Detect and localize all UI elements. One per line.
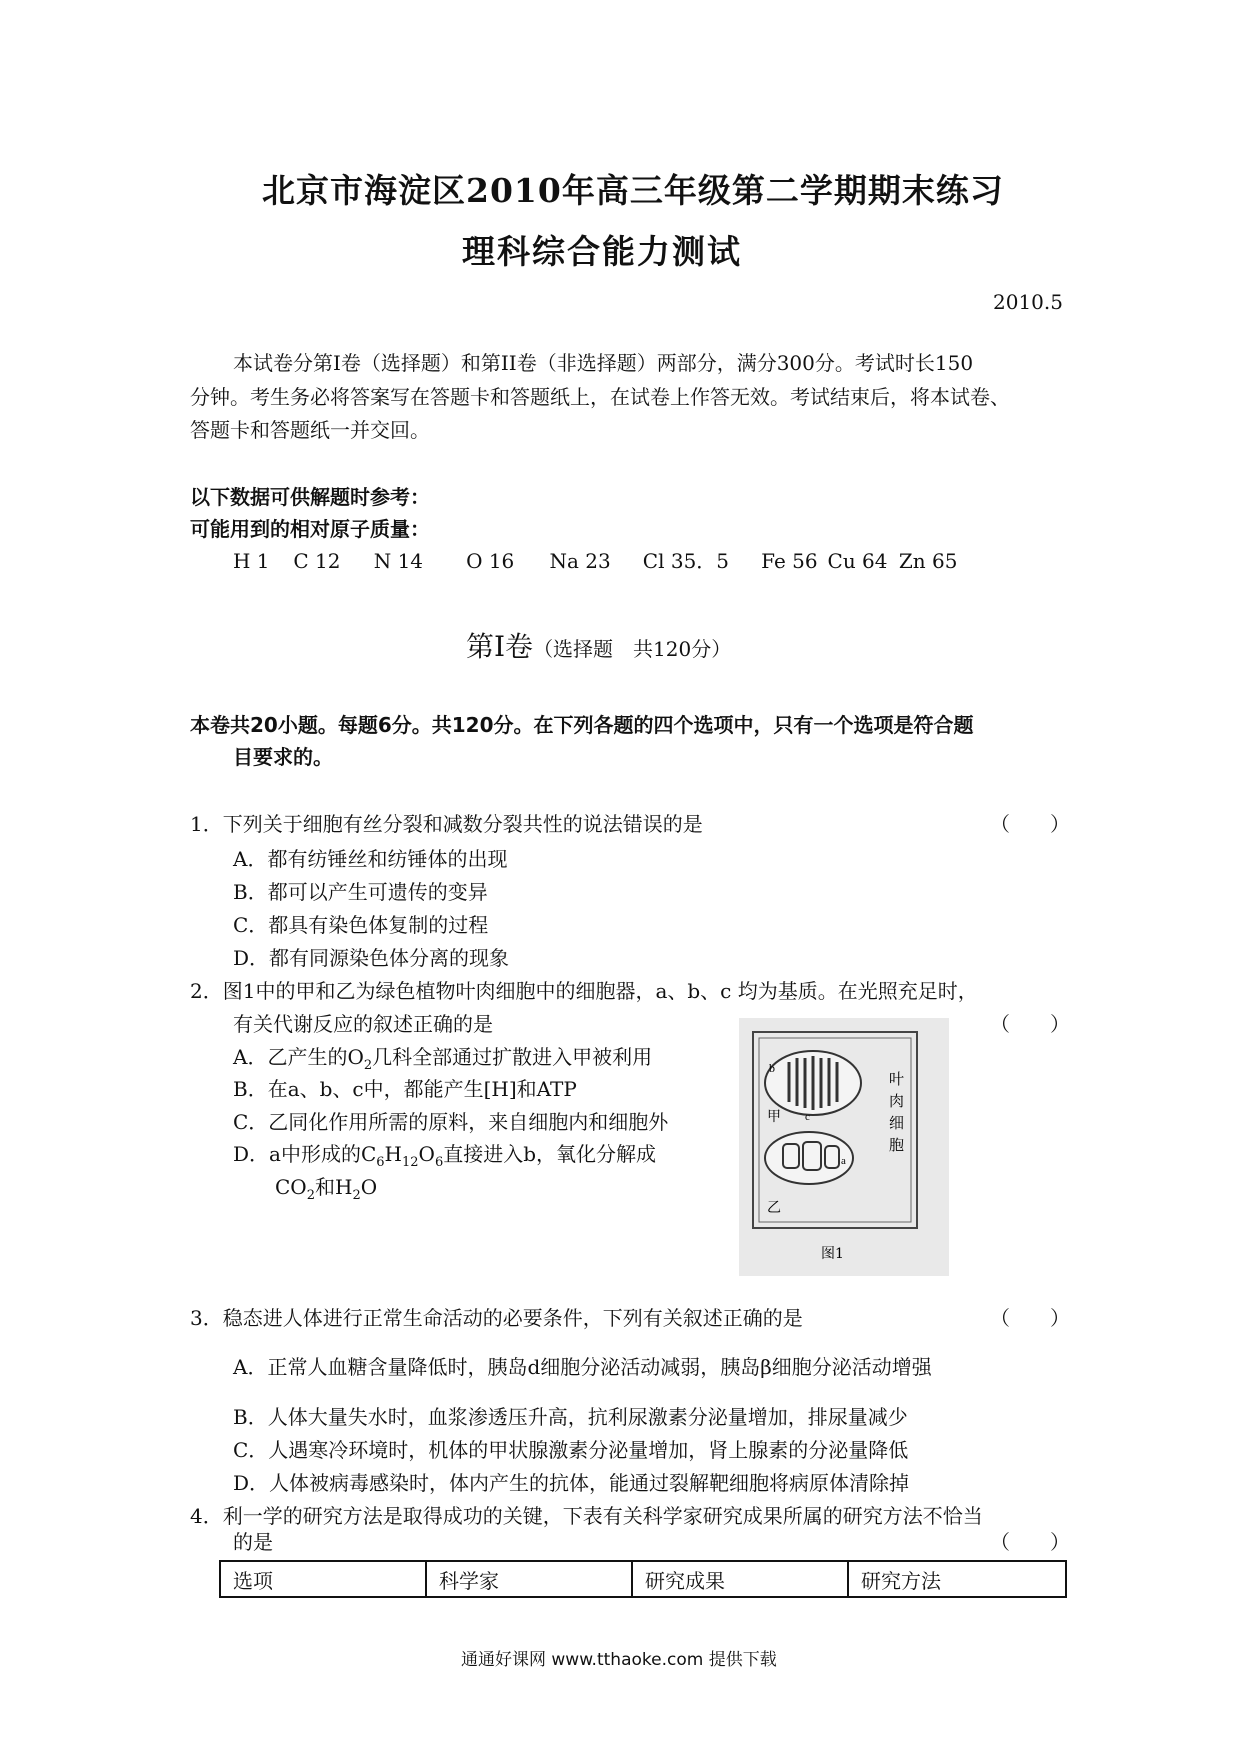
table-row [220,1561,1066,1597]
q1-option-c: C．都具有染色体复制的过程 [233,913,489,937]
table-header-cell: 科学家 [426,1561,632,1597]
q2-option-d2-part: CO [275,1175,307,1199]
q4-stem-2: 的是 [233,1530,273,1554]
figure-1-cell-diagram [739,1018,949,1276]
q2-option-a-pre: A．乙产生的O [233,1045,364,1069]
q2-option-d2-part: O [360,1175,378,1199]
q2-option-c: C．乙同化作用所需的原料，来自细胞内和细胞外 [233,1110,669,1134]
q2-option-d-part: D．a中形成的C [233,1142,377,1166]
q2-option-a-post: 几科全部通过扩散进入甲被利用 [372,1045,653,1069]
table-header-cell: 研究方法 [848,1561,1066,1597]
figure-side-label: 细 [889,1114,905,1132]
figure-label-a: a [841,1155,846,1167]
section-instruction-1: 本卷共20小题。每题6分。共120分。在下列各题的四个选项中，只有一个选项是符合题 [190,713,974,737]
mass-item: Zn 65 [898,549,958,573]
cell-diagram-svg [739,1018,949,1276]
exam-date: 2010.5 [993,290,1063,314]
mass-item: N 14 [373,549,424,573]
mass-item: H 1 [233,549,270,573]
page-subtitle: 理科综合能力测试 [462,232,742,271]
intro-line-1: 本试卷分第I卷（选择题）和第II卷（非选择题）两部分，满分300分。考试时长150 [233,351,974,375]
q4-answer-paren: （ ） [990,1530,1070,1554]
q3-option-d: D．人体被病毒感染时，体内产生的抗体，能通过裂解靶细胞将病原体清除掉 [233,1471,910,1495]
figure-label-b: b [769,1061,775,1075]
intro-line-3: 答题卡和答题纸一并交回。 [190,418,430,442]
q4-stem-1: 4．利一学的研究方法是取得成功的关键，下表有关科学家研究成果所属的研究方法不恰当 [190,1504,983,1528]
mass-item: Na 23 [549,549,611,573]
q2-option-d2-part: 和H [314,1175,353,1199]
q2-option-d-part: 直接进入b，氧化分解成 [443,1142,657,1166]
section-title [466,625,731,665]
q2-option-a-sub: 2 [363,1058,373,1073]
table-header-cell: 研究成果 [632,1561,848,1597]
q2-stem-1: 2．图1中的甲和乙为绿色植物叶肉细胞中的细胞器，a、b、c 均为基质。在光照充足时， [190,979,978,1003]
q3-option-a: A．正常人血糖含量降低时，胰岛d细胞分泌活动减弱，胰岛β细胞分泌活动增强 [233,1355,932,1379]
mass-item: Fe 56 [761,549,818,573]
table-header-cell: 选项 [220,1561,426,1597]
figure-side-label: 胞 [889,1136,905,1154]
q2-option-d2-sub: 2 [352,1188,361,1203]
q3-option-b: B．人体大量失水时，血浆渗透压升高，抗利尿激素分泌量增加，排尿量减少 [233,1405,908,1429]
q2-option-b: B．在a、b、c中，都能产生[H]和ATP [233,1077,577,1101]
q3-answer-paren: （ ） [990,1306,1070,1330]
q1-option-a: A．都有纺锤丝和纺锤体的出现 [233,847,508,871]
mass-item: O 16 [466,549,515,573]
q2-option-d-line2 [275,1171,377,1212]
q1-option-d: D．都有同源染色体分离的现象 [233,946,510,970]
atomic-mass-list [233,545,959,577]
mass-item: Cl 35．5 [642,549,730,573]
q2-option-d-part: H [384,1142,402,1166]
q2-answer-paren: （ ） [990,1012,1070,1036]
q2-option-d-part: O [418,1142,435,1166]
figure-label-yi: 乙 [767,1200,781,1216]
q2-option-d-sub: 12 [402,1155,419,1170]
figure-label-jia: 甲 [767,1109,781,1125]
section-title-note: （选择题 共120分） [533,637,732,661]
intro-line-2: 分钟。考生务必将答案写在答题卡和答题纸上，在试卷上作答无效。考试结束后，将本试卷、 [190,385,1010,409]
q3-stem: 3．稳态进人体进行正常生命活动的必要条件，下列有关叙述正确的是 [190,1306,803,1330]
figure-side-label: 肉 [889,1092,905,1110]
figure-side-label: 叶 [889,1070,905,1088]
mass-item: Cu 64 [827,549,888,573]
atomic-mass-label: 可能用到的相对原子质量： [190,517,430,541]
q2-option-d2-sub: 2 [306,1188,315,1203]
section-title-main: 第I卷 [466,630,534,663]
q1-option-b: B．都可以产生可遗传的变异 [233,880,488,904]
q4-table [219,1560,1067,1598]
q3-option-c: C．人遇寒冷环境时，机体的甲状腺激素分泌量增加，肾上腺素的分泌量降低 [233,1438,909,1462]
q1-answer-paren: （ ） [990,812,1070,836]
figure-label-c: c [805,1111,810,1123]
q1-stem: 1．下列关于细胞有丝分裂和减数分裂共性的说法错误的是 [190,812,703,836]
q2-stem-2: 有关代谢反应的叙述正确的是 [233,1012,493,1036]
page-title: 北京市海淀区2010年高三年级第二学期期末练习 [262,171,1004,210]
reference-heading: 以下数据可供解题时参考： [190,485,430,509]
q2-option-d-sub: 6 [376,1155,385,1170]
mass-item: C 12 [293,549,341,573]
footer-text: 通通好课网 www.tthaoke.com 提供下载 [461,1650,777,1670]
figure-caption: 图1 [821,1246,844,1262]
section-instruction-2: 目要求的。 [233,745,333,769]
q2-option-d-sub: 6 [434,1155,444,1170]
